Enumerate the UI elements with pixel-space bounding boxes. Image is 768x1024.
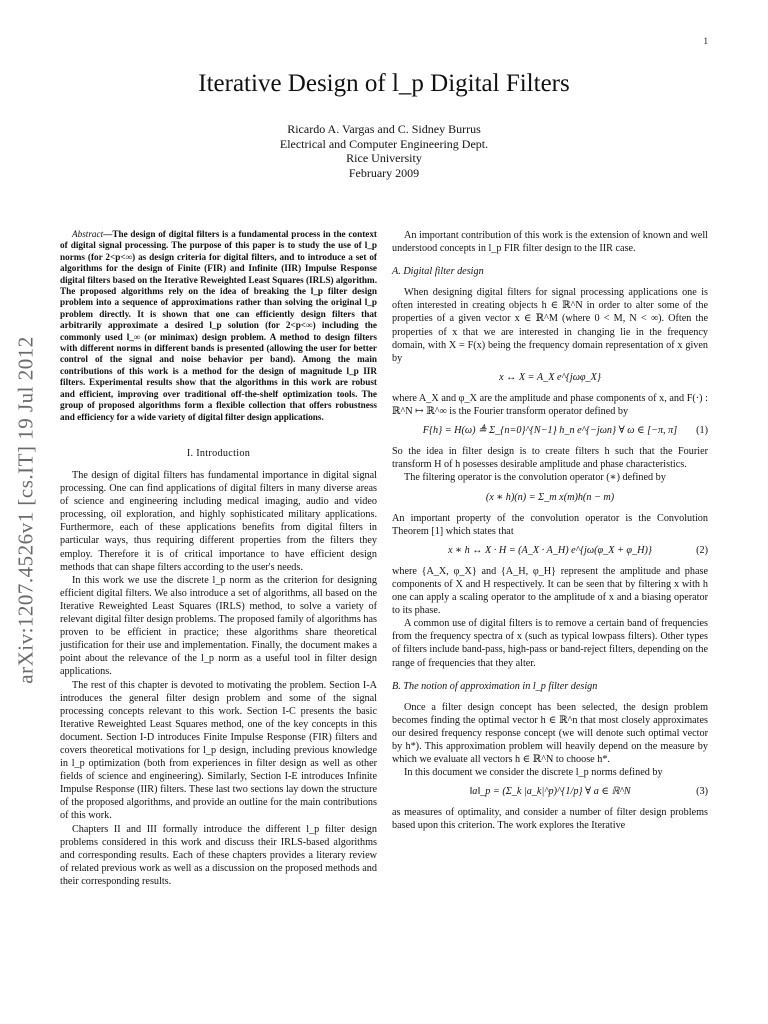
- paragraph-b3: as measures of optimality, and consider a number of filter design problems based upon this criterion. The work explores the Iterative: [392, 807, 708, 832]
- equation-3-number: (3): [696, 786, 708, 798]
- abstract: [60, 229, 377, 423]
- paragraph-b1: Once a filter design concept has been selected, the design problem becomes finding the optimal vector h ∈ ℝ^n that most closely approximates our desired frequency response concept (we will denote such optimal vector by h*). This approximation problem will heavily depend on the measure by which we evaluate all vectors h ∈ ℝ^N to choose h*.: [392, 701, 708, 766]
- paragraph-a7: A common use of digital filters is to remove a certain band of frequencies from the frequency spectra of x (such as typical lowpass filters). Other types of filters include band-pass, high-pass or band-reject filters, depending on the range of frequencies that they alter.: [392, 618, 708, 669]
- subsection-heading-b: B. The notion of approximation in l_p filter design: [392, 680, 598, 692]
- intro-paragraph-3: The rest of this chapter is devoted to motivating the problem. Section I-A introduces the general filter design problem and some of the signal processing concepts relevant to this work. Section I-C presents the basic Iterative Reweighted Least Squares method, one of the key concepts in this document. Section I-D introduces Finite Impulse Response (FIR) filters and covers theoretical motivations for l_p design, including previous knowledge in l_p optimization (both from experiences in filter design as well as other fields of science and engineering). Similarly, Section I-E introduces Infinite Impulse Response (IIR) filters. These last two sections lay down the structure of the proposed algorithms, and provide an outline for the main contributions of this work.: [60, 679, 377, 822]
- equation-1-number: (1): [696, 425, 708, 437]
- paragraph-a1: When designing digital filters for signal processing applications one is often interested in creating objects h ∈ ℝ^N in order to alter some of the properties of a given vector x ∈ ℝ^M (where 0 < M, N < ∞). Often the properties of x that we are interested in changing lie in the frequency domain, with X = F(x) being the frequency domain representation of x given by: [392, 287, 708, 364]
- intro-paragraph-4: Chapters II and III formally introduce the different l_p filter design problems considered in this work and discuss their IRLS-based algorithms and corresponding results. Each of these chapters provides a literary review of related previous work as well as a discussion on the proposed methods and their corresponding results.: [60, 823, 377, 887]
- paragraph-a5: An important property of the convolution operator is the Convolution Theorem [1] which states that: [392, 512, 708, 537]
- page-number: 1: [703, 36, 708, 46]
- paper-title: Iterative Design of l_p Digital Filters: [198, 70, 570, 97]
- equation-2-body: x ∗ h ↔ X · H = (A_X · A_H) e^{jω(φ_X + φ_H)}: [448, 544, 652, 556]
- author-block: [0, 122, 768, 180]
- author-names: Ricardo A. Vargas and C. Sidney Burrus: [287, 122, 481, 136]
- abstract-label: Abstract: [72, 229, 104, 239]
- paragraph-a6: where {A_X, φ_X} and {A_H, φ_H} represent the amplitude and phase components of X and H respectively. It can be seen that by filtering x with h one can apply a scaling operator to the amplitude of x and a biasing operator to its phase.: [392, 565, 708, 617]
- intro-paragraph-1: The design of digital filters has fundamental importance in digital signal processing. One can find applications of digital filters in many diverse areas of science and engineering including medical imaging, audio and video processing, oil exploration, and highly sophisticated military applications. Furthermore, each of these applications benefits from digital filters in particular ways, thus requiring different properties from the filters they employ. Therefore it is of critical importance to have efficient design methods that can shape filters according to the user's needs.: [60, 470, 377, 573]
- right-column: [392, 229, 708, 833]
- equation-3-body: ‖a‖_p = (Σ_k |a_k|^p)^{1/p} ∀ a ∈ ℝ^N: [469, 786, 631, 798]
- paragraph-a4: The filtering operator is the convolution operator (∗) defined by: [404, 472, 666, 484]
- equation-2: [392, 544, 708, 557]
- equation-1: [392, 424, 708, 437]
- left-column: [60, 229, 377, 888]
- author-department: Electrical and Computer Engineering Dept.: [279, 136, 489, 151]
- paragraph-a2: where A_X and φ_X are the amplitude and phase components of x, and F(·) : ℝ^N ↦ ℝ^∞ is the Fourier transform operator defined by: [392, 392, 708, 418]
- equation-3: [392, 785, 708, 798]
- equation-1-body: F{h} = H(ω) ≜ Σ_{n=0}^{N−1} h_n e^{−jωn} ∀ ω ∈ [−π, π]: [422, 425, 678, 437]
- equation-convolution: (x ∗ h)(n) = Σ_m x(m)h(n − m): [485, 491, 615, 503]
- subsection-heading-a: A. Digital filter design: [392, 266, 484, 278]
- arxiv-id: arXiv:1207.4526v1 [cs.IT] 19 Jul 2012: [13, 336, 38, 684]
- paragraph-b2: In this document we consider the discrete l_p norms defined by: [404, 767, 663, 779]
- author-university: Rice University: [346, 151, 422, 165]
- intro-paragraph-2: In this work we use the discrete l_p norm as the criterion for designing efficient digital filters. We also introduce a set of algorithms, all based on the Iterative Reweighted Least Squares (IRLS) method, to solve a variety of relevant digital filter design problems. The proposed family of algorithms has proven to be efficient in practice; these algorithms share theoretical justification for their use and implementation. Finally, the document makes a point about the relevance of the l_p norm as a useful tool in filter design applications.: [60, 574, 377, 678]
- abstract-text: —The design of digital filters is a fundamental process in the context of digital signal processing. The purpose of this paper is to study the use of l_p norms (for 2<p<∞) as design criteria for digital filters, and to introduce a set of algorithms for the design of Finite (FIR) and Infinite (IIR) Impulse Response digital filters based on the Iterative Reweighted Least Squares (IRLS) algorithm. The proposed algorithms rely on the idea of breaking the l_p filter design problem into a sequence of approximations rather than solving the original l_p problem directly. It is shown that one can efficiently design filters that arbitrarily approximate a desired l_p solution (for 2<p<∞) including the commonly used l_∞ (or minimax) design problem. A method to design filters with different norms in different bands is presented (allowing the user for better control of the signal and noise behavior per band). Among the main contributions of this work is a method for the design of magnitude l_p IIR filters. Experimental results show that the algorithms in this work are robust and efficient, improving over traditional off-the-shelf optimization tools. The group of proposed algorithms form a flexible collection that offers robustness and efficiency for a wide variety of digital filter design applications.: [60, 229, 377, 422]
- section-heading-introduction: I. Introduction: [186, 447, 251, 459]
- equation-2-number: (2): [696, 544, 708, 556]
- equation-fourier-pair: x ↔ X = A_X e^{jωφ_X}: [499, 371, 601, 383]
- paper-date: February 2009: [348, 165, 420, 180]
- right-intro-paragraph: An important contribution of this work is the extension of known and well understood concepts in l_p FIR filter design to the IIR case.: [392, 230, 708, 255]
- arxiv-stamp: [6, 300, 46, 720]
- paragraph-a3: So the idea in filter design is to create filters h such that the Fourier transform H of h posesses desirable amplitude and phase characteristics.: [392, 446, 708, 471]
